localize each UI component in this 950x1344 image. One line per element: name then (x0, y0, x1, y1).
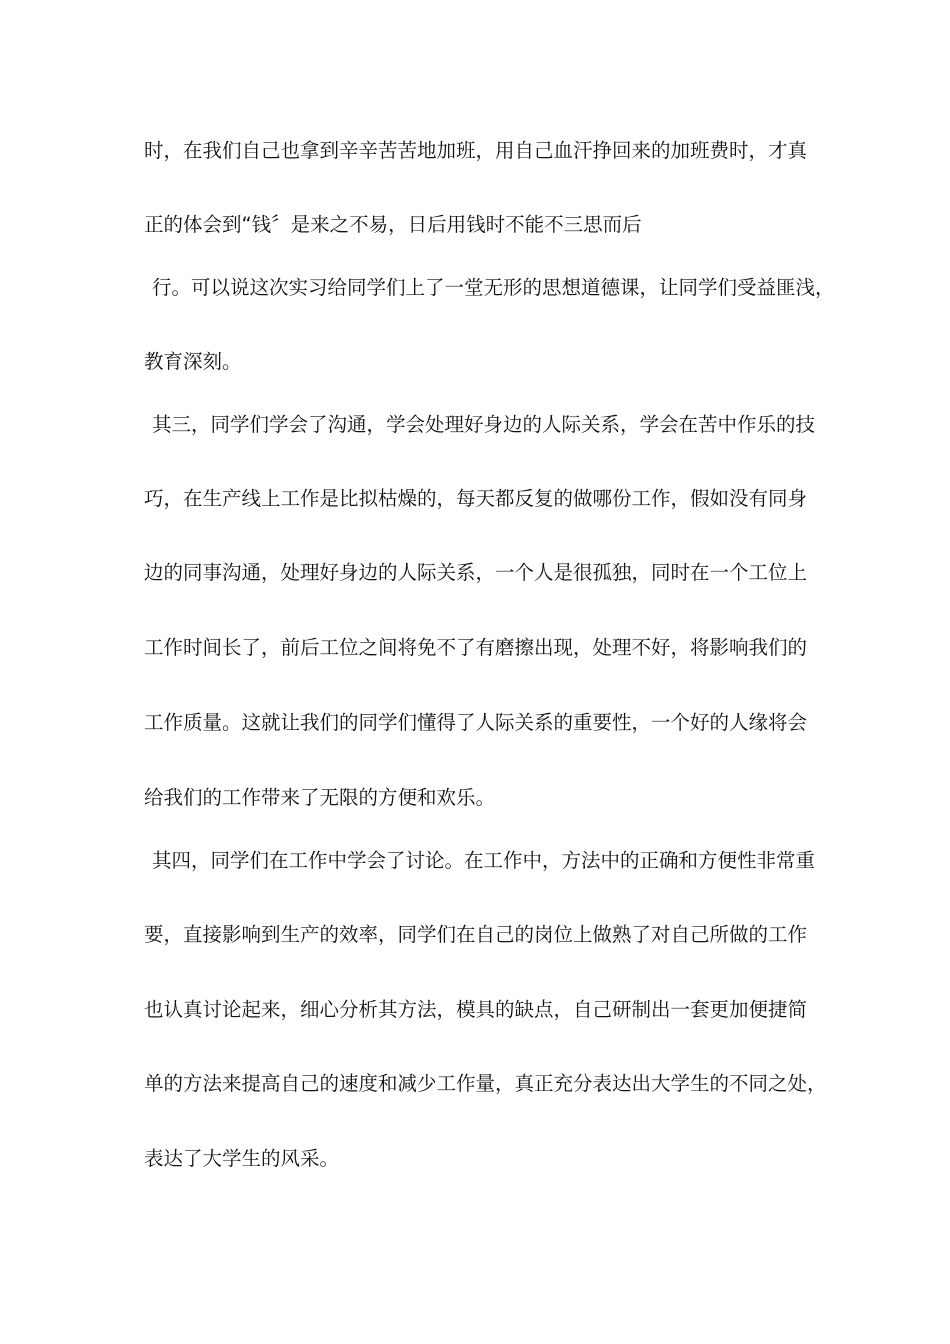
text-line: 单的方法来提高自己的速度和减少工作量，真正充分表达出大学生的不同之处， (144, 1072, 827, 1095)
text-line: 正的体会到“钱〞是来之不易，日后用钱时不能不三思而后 (144, 213, 642, 236)
text-line: 教育深刻。 (144, 350, 242, 373)
text-line: 时，在我们自己也拿到辛辛苦苦地加班，用自己血汗挣回来的加班费时，才真 (144, 139, 808, 162)
text-line: 要，直接影响到生产的效率，同学们在自己的岗位上做熟了对自己所做的工作 (144, 923, 808, 946)
text-line: 工作时间长了，前后工位之间将免不了有磨擦出现，处理不好，将影响我们的 (144, 636, 808, 659)
text-line: 边的同事沟通，处理好身边的人际关系，一个人是很孤独，同时在一个工位上 (144, 561, 808, 584)
text-line: 其四，同学们在工作中学会了讨论。在工作中，方法中的正确和方便性非常重 (152, 849, 816, 872)
text-line: 表达了大学生的风采。 (144, 1147, 340, 1170)
text-line: 其三，同学们学会了沟通，学会处理好身边的人际关系，学会在苦中作乐的技 (152, 413, 816, 436)
text-line: 工作质量。这就让我们的同学们懂得了人际关系的重要性，一个好的人缘将会 (144, 711, 808, 734)
text-line: 巧，在生产线上工作是比拟枯燥的，每天都反复的做哪份工作，假如没有同身 (144, 487, 808, 510)
text-line: 给我们的工作带来了无限的方便和欢乐。 (144, 786, 496, 809)
text-line: 行。可以说这次实习给同学们上了一堂无形的思想道德课，让同学们受益匪浅， (152, 276, 835, 299)
text-line: 也认真讨论起来，细心分析其方法，模具的缺点，自己研制出一套更加便捷简 (144, 998, 808, 1021)
